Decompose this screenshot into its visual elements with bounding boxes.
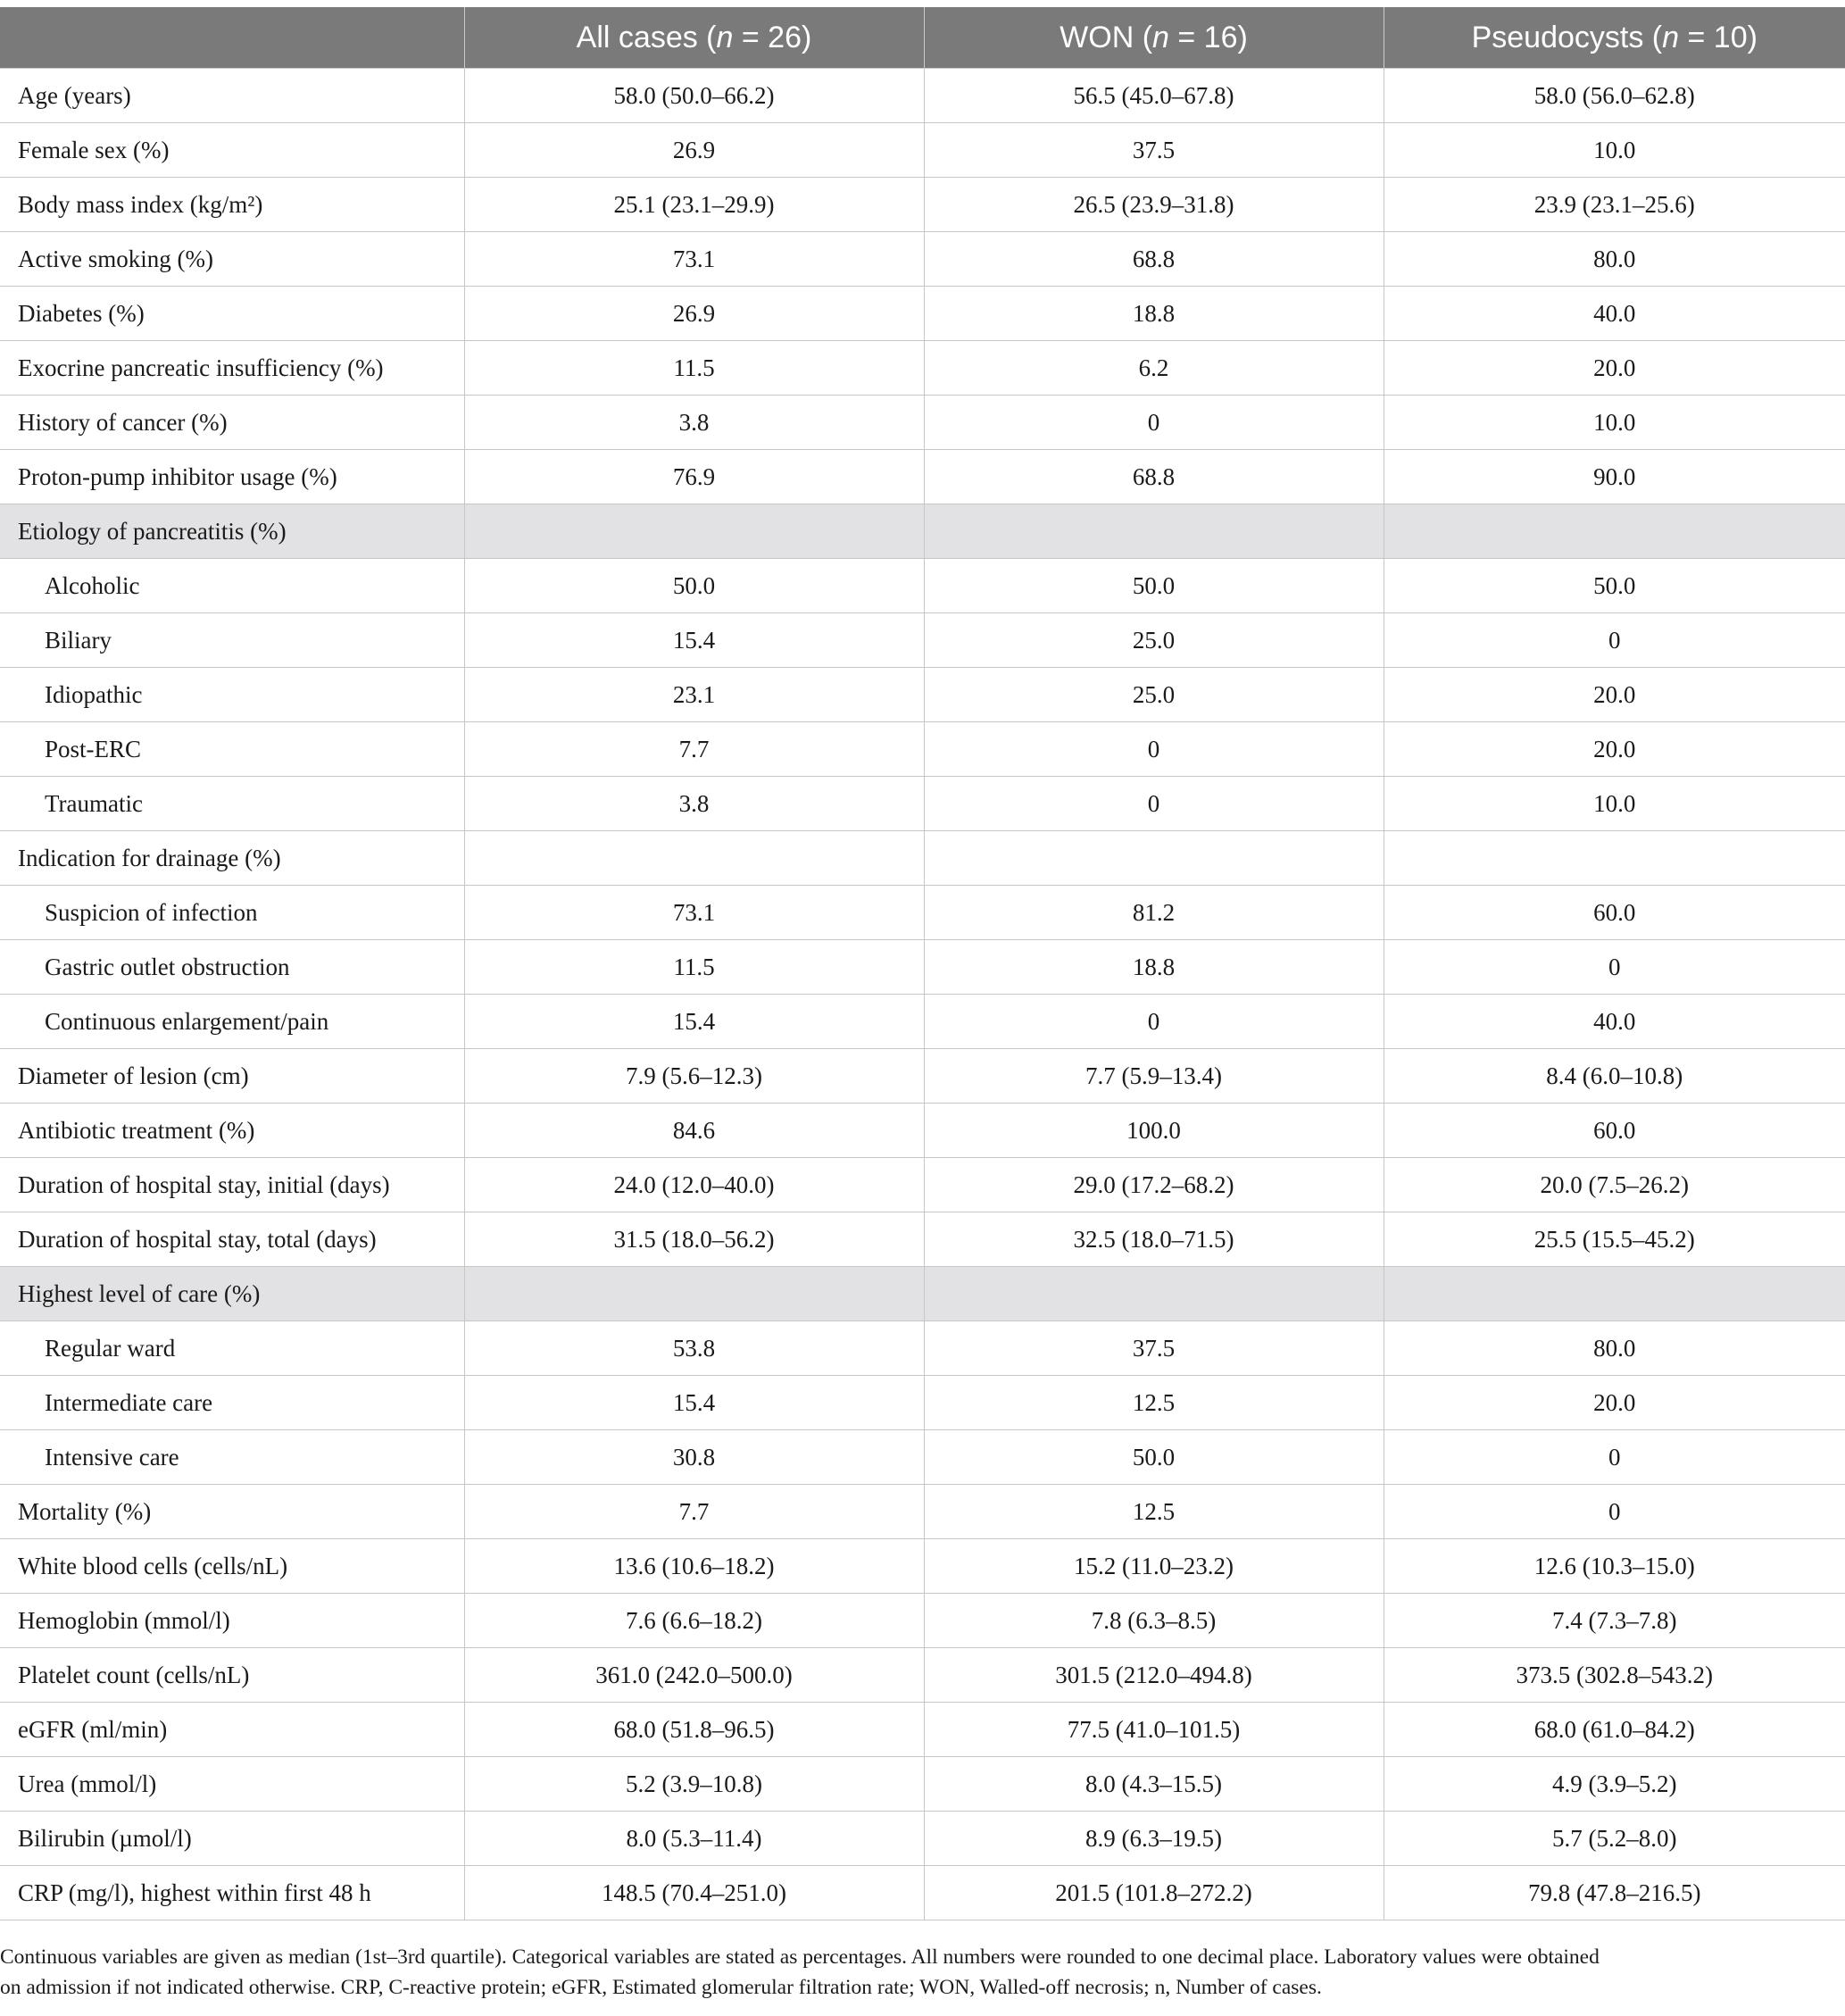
cell-all-cases: 7.6 (6.6–18.2): [464, 1594, 924, 1648]
cell-won: 7.8 (6.3–8.5): [924, 1594, 1384, 1648]
table-row: [0, 69, 1845, 123]
cell-won: 77.5 (41.0–101.5): [924, 1703, 1384, 1757]
table-row: [0, 940, 1845, 995]
cell-pseudocysts: 4.9 (3.9–5.2): [1384, 1757, 1845, 1812]
cell-won: 301.5 (212.0–494.8): [924, 1648, 1384, 1703]
cell-all-cases: 7.9 (5.6–12.3): [464, 1049, 924, 1104]
table-row: [0, 1104, 1845, 1158]
table-row: [0, 1648, 1845, 1703]
cell-won: 25.0: [924, 613, 1384, 668]
row-label: CRP (mg/l), highest within first 48 h: [0, 1866, 464, 1920]
cell-all-cases: 148.5 (70.4–251.0): [464, 1866, 924, 1920]
cell-all-cases: 15.4: [464, 613, 924, 668]
row-label: Biliary: [0, 613, 464, 668]
cell-all-cases: 84.6: [464, 1104, 924, 1158]
cell-won: 0: [924, 722, 1384, 777]
row-label: Active smoking (%): [0, 232, 464, 287]
cell-pseudocysts: 90.0: [1384, 450, 1845, 504]
cell-pseudocysts: [1384, 1267, 1845, 1321]
row-label: Continuous enlargement/pain: [0, 995, 464, 1049]
cell-pseudocysts: 20.0: [1384, 341, 1845, 396]
table-row: [0, 1049, 1845, 1104]
table-row: [0, 1485, 1845, 1539]
cell-pseudocysts: 20.0: [1384, 668, 1845, 722]
footnote-line-1: Continuous variables are given as median (1st–3rd quartile). Categorical variables are stated as percentages. All numbers were rounded to one decimal place. Laboratory values were obtained: [0, 1945, 1600, 1969]
cell-all-cases: 76.9: [464, 450, 924, 504]
table-row: [0, 995, 1845, 1049]
row-label: Regular ward: [0, 1321, 464, 1376]
table-row: [0, 396, 1845, 450]
cell-won: [924, 1267, 1384, 1321]
row-label: Idiopathic: [0, 668, 464, 722]
cell-pseudocysts: 25.5 (15.5–45.2): [1384, 1212, 1845, 1267]
table-row: [0, 777, 1845, 831]
table-row: [0, 1757, 1845, 1812]
table-row: [0, 123, 1845, 178]
row-label: Intensive care: [0, 1430, 464, 1485]
row-label: Platelet count (cells/nL): [0, 1648, 464, 1703]
cell-won: 29.0 (17.2–68.2): [924, 1158, 1384, 1212]
characteristics-table: [0, 7, 1845, 1920]
cell-pseudocysts: 8.4 (6.0–10.8): [1384, 1049, 1845, 1104]
cell-won: 68.8: [924, 232, 1384, 287]
row-label: Proton-pump inhibitor usage (%): [0, 450, 464, 504]
row-label: Diabetes (%): [0, 287, 464, 341]
cell-won: 18.8: [924, 940, 1384, 995]
cell-all-cases: 58.0 (50.0–66.2): [464, 69, 924, 123]
table-row: [0, 232, 1845, 287]
table-row: [0, 613, 1845, 668]
row-label: eGFR (ml/min): [0, 1703, 464, 1757]
cell-pseudocysts: 40.0: [1384, 995, 1845, 1049]
table-row: [0, 1212, 1845, 1267]
section-label: Highest level of care (%): [0, 1267, 464, 1321]
cell-all-cases: 24.0 (12.0–40.0): [464, 1158, 924, 1212]
cell-all-cases: 15.4: [464, 995, 924, 1049]
table-row: [0, 1703, 1845, 1757]
cell-all-cases: 7.7: [464, 722, 924, 777]
row-label: Alcoholic: [0, 559, 464, 613]
row-label: Gastric outlet obstruction: [0, 940, 464, 995]
cell-all-cases: [464, 831, 924, 886]
cell-won: 37.5: [924, 123, 1384, 178]
cell-pseudocysts: 20.0 (7.5–26.2): [1384, 1158, 1845, 1212]
cell-won: 68.8: [924, 450, 1384, 504]
cell-all-cases: 31.5 (18.0–56.2): [464, 1212, 924, 1267]
row-label: Urea (mmol/l): [0, 1757, 464, 1812]
table-row: [0, 1812, 1845, 1866]
cell-all-cases: 5.2 (3.9–10.8): [464, 1757, 924, 1812]
row-label: Female sex (%): [0, 123, 464, 178]
table-row: [0, 1158, 1845, 1212]
cell-won: 56.5 (45.0–67.8): [924, 69, 1384, 123]
table-row: [0, 1866, 1845, 1920]
cell-won: 6.2: [924, 341, 1384, 396]
section-row: [0, 504, 1845, 559]
cell-all-cases: 68.0 (51.8–96.5): [464, 1703, 924, 1757]
table-row: [0, 287, 1845, 341]
cell-all-cases: 3.8: [464, 777, 924, 831]
row-label: History of cancer (%): [0, 396, 464, 450]
table-row: [0, 178, 1845, 232]
cell-all-cases: [464, 1267, 924, 1321]
cell-pseudocysts: 80.0: [1384, 1321, 1845, 1376]
cell-pseudocysts: 373.5 (302.8–543.2): [1384, 1648, 1845, 1703]
cell-all-cases: 11.5: [464, 940, 924, 995]
cell-all-cases: 8.0 (5.3–11.4): [464, 1812, 924, 1866]
cell-won: 8.9 (6.3–19.5): [924, 1812, 1384, 1866]
table-row: [0, 886, 1845, 940]
cell-pseudocysts: 20.0: [1384, 722, 1845, 777]
row-label: Antibiotic treatment (%): [0, 1104, 464, 1158]
cell-pseudocysts: [1384, 831, 1845, 886]
cell-won: 50.0: [924, 1430, 1384, 1485]
cell-pseudocysts: 0: [1384, 613, 1845, 668]
header-all-cases: All cases (n = 26): [464, 7, 924, 69]
cell-pseudocysts: 20.0: [1384, 1376, 1845, 1430]
cell-pseudocysts: 0: [1384, 1430, 1845, 1485]
cell-pseudocysts: 10.0: [1384, 777, 1845, 831]
header-empty-cell: [0, 7, 464, 69]
cell-pseudocysts: [1384, 504, 1845, 559]
cell-won: 0: [924, 995, 1384, 1049]
cell-won: 26.5 (23.9–31.8): [924, 178, 1384, 232]
cell-pseudocysts: 68.0 (61.0–84.2): [1384, 1703, 1845, 1757]
cell-all-cases: 13.6 (10.6–18.2): [464, 1539, 924, 1594]
row-label: White blood cells (cells/nL): [0, 1539, 464, 1594]
cell-won: 25.0: [924, 668, 1384, 722]
cell-pseudocysts: 50.0: [1384, 559, 1845, 613]
cell-won: 201.5 (101.8–272.2): [924, 1866, 1384, 1920]
table-row: [0, 1321, 1845, 1376]
cell-won: [924, 831, 1384, 886]
header-row: [0, 7, 1845, 69]
row-label: Body mass index (kg/m²): [0, 178, 464, 232]
cell-all-cases: 26.9: [464, 287, 924, 341]
cell-pseudocysts: 5.7 (5.2–8.0): [1384, 1812, 1845, 1866]
table-row: [0, 1539, 1845, 1594]
table-row: [0, 559, 1845, 613]
table-row: [0, 450, 1845, 504]
cell-all-cases: 25.1 (23.1–29.9): [464, 178, 924, 232]
cell-won: 18.8: [924, 287, 1384, 341]
cell-won: 15.2 (11.0–23.2): [924, 1539, 1384, 1594]
cell-all-cases: 73.1: [464, 232, 924, 287]
row-label: Suspicion of infection: [0, 886, 464, 940]
cell-won: 50.0: [924, 559, 1384, 613]
row-label: Bilirubin (µmol/l): [0, 1812, 464, 1866]
cell-pseudocysts: 10.0: [1384, 123, 1845, 178]
cell-won: 12.5: [924, 1485, 1384, 1539]
table-row: [0, 1430, 1845, 1485]
row-label: Exocrine pancreatic insufficiency (%): [0, 341, 464, 396]
cell-won: 100.0: [924, 1104, 1384, 1158]
cell-all-cases: 23.1: [464, 668, 924, 722]
table-footnote: [0, 1942, 1845, 2003]
section-label: Etiology of pancreatitis (%): [0, 504, 464, 559]
row-label: Hemoglobin (mmol/l): [0, 1594, 464, 1648]
cell-all-cases: 3.8: [464, 396, 924, 450]
cell-won: 8.0 (4.3–15.5): [924, 1757, 1384, 1812]
cell-won: 81.2: [924, 886, 1384, 940]
cell-won: 12.5: [924, 1376, 1384, 1430]
cell-pseudocysts: 12.6 (10.3–15.0): [1384, 1539, 1845, 1594]
cell-all-cases: 26.9: [464, 123, 924, 178]
row-label: Age (years): [0, 69, 464, 123]
row-label: Diameter of lesion (cm): [0, 1049, 464, 1104]
cell-pseudocysts: 10.0: [1384, 396, 1845, 450]
section-row: [0, 1267, 1845, 1321]
cell-pseudocysts: 58.0 (56.0–62.8): [1384, 69, 1845, 123]
cell-all-cases: 361.0 (242.0–500.0): [464, 1648, 924, 1703]
cell-won: 37.5: [924, 1321, 1384, 1376]
cell-won: 0: [924, 396, 1384, 450]
row-label: Duration of hospital stay, total (days): [0, 1212, 464, 1267]
table-row: [0, 668, 1845, 722]
cell-won: [924, 504, 1384, 559]
row-label: Intermediate care: [0, 1376, 464, 1430]
row-label: Duration of hospital stay, initial (days): [0, 1158, 464, 1212]
table-row: [0, 722, 1845, 777]
table-row: [0, 1376, 1845, 1430]
cell-won: 32.5 (18.0–71.5): [924, 1212, 1384, 1267]
row-label: Traumatic: [0, 777, 464, 831]
cell-pseudocysts: 7.4 (7.3–7.8): [1384, 1594, 1845, 1648]
cell-won: 7.7 (5.9–13.4): [924, 1049, 1384, 1104]
cell-all-cases: [464, 504, 924, 559]
cell-won: 0: [924, 777, 1384, 831]
cell-all-cases: 50.0: [464, 559, 924, 613]
cell-pseudocysts: 60.0: [1384, 886, 1845, 940]
footnote-line-2: on admission if not indicated otherwise. CRP, C-reactive protein; eGFR, Estimated glomerular filtration rate; WON, Walled-off necrosis; n, Number of cases.: [0, 1976, 1322, 1999]
row-label: Post-ERC: [0, 722, 464, 777]
cell-all-cases: 15.4: [464, 1376, 924, 1430]
row-label: Indication for drainage (%): [0, 831, 464, 886]
header-won: WON (n = 16): [924, 7, 1384, 69]
cell-all-cases: 7.7: [464, 1485, 924, 1539]
cell-pseudocysts: 0: [1384, 1485, 1845, 1539]
cell-all-cases: 11.5: [464, 341, 924, 396]
cell-all-cases: 73.1: [464, 886, 924, 940]
cell-pseudocysts: 0: [1384, 940, 1845, 995]
cell-pseudocysts: 23.9 (23.1–25.6): [1384, 178, 1845, 232]
row-label: Mortality (%): [0, 1485, 464, 1539]
cell-pseudocysts: 80.0: [1384, 232, 1845, 287]
header-pseudocysts: Pseudocysts (n = 10): [1384, 7, 1845, 69]
cell-pseudocysts: 40.0: [1384, 287, 1845, 341]
cell-all-cases: 30.8: [464, 1430, 924, 1485]
table-row: [0, 1594, 1845, 1648]
table-row: [0, 831, 1845, 886]
cell-pseudocysts: 60.0: [1384, 1104, 1845, 1158]
cell-pseudocysts: 79.8 (47.8–216.5): [1384, 1866, 1845, 1920]
table-row: [0, 341, 1845, 396]
cell-all-cases: 53.8: [464, 1321, 924, 1376]
